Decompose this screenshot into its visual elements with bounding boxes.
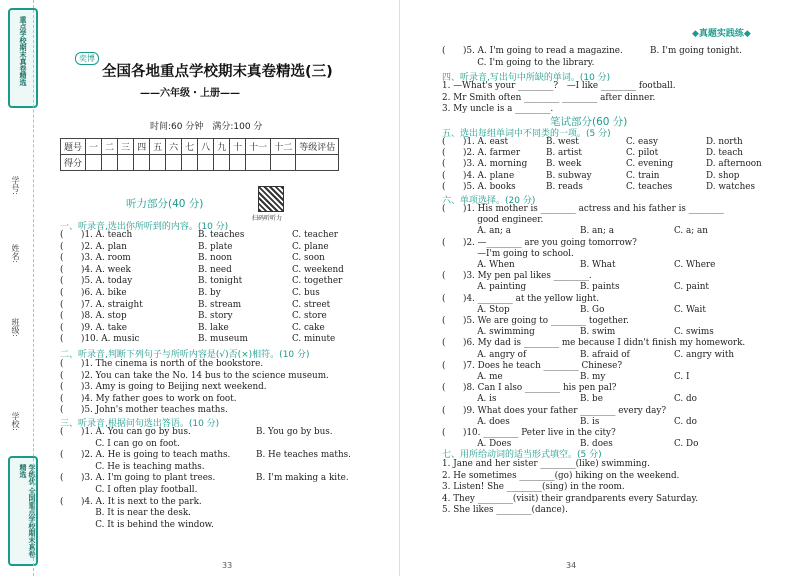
question-line: B. does — [580, 439, 613, 450]
question-line: D. afternoon — [706, 159, 762, 170]
section-5-title: 五、选出每组单词中不同类的一项。(5 分) — [442, 129, 611, 139]
question-line: C. pilot — [626, 148, 659, 159]
question-line: C. angry with — [674, 349, 735, 360]
binding-number: 学号: — [11, 176, 20, 195]
score-cell[interactable] — [246, 155, 271, 171]
section-6-title: 六、单项选择。(20 分) — [442, 196, 536, 206]
question-line: C. Where — [674, 260, 716, 270]
question-line: C. I'm going to the library. — [442, 57, 595, 68]
question-line: ( )5. A. I'm going to read a magazine. — [442, 46, 623, 56]
score-table — [60, 138, 339, 171]
question-line: B. story — [198, 311, 233, 322]
question-line: C. teaches — [626, 181, 673, 192]
question-line: B. teaches — [198, 230, 245, 240]
question-line: ( )3. Amy is going to Beijing next weekend. — [60, 382, 267, 393]
question-line: 1. Jane and her sister ________(like) swimming. — [442, 459, 650, 469]
question-line: C. a; an — [674, 226, 708, 237]
question-line: B. be — [580, 394, 603, 405]
question-line: ( )5. We are going to ________ together. — [442, 316, 629, 326]
question-line: B. subway — [546, 170, 592, 181]
question-line: B. You go by bus. — [256, 427, 333, 437]
score-row-label: 得分 — [61, 155, 86, 171]
page-number-left: 33 — [222, 561, 233, 570]
question-line: ( )5. John's mother teaches maths. — [60, 405, 228, 416]
score-head-cell: 六 — [166, 139, 182, 155]
binding-school: 学校: — [11, 412, 20, 431]
question-line: B. by — [198, 288, 221, 298]
writing-part-title: 笔试部分(60 分) — [550, 116, 628, 128]
question-line: B. noon — [198, 253, 232, 264]
question-line: ( )2. —________ are you going tomorrow? — [442, 237, 637, 248]
right-page — [400, 0, 800, 576]
header-badge: 奕博 — [75, 52, 99, 65]
question-line: B. I'm going tonight. — [650, 46, 742, 56]
score-cell[interactable] — [230, 155, 246, 171]
binding-class: 班级: — [11, 318, 20, 337]
question-line: ( )10. A. music — [60, 334, 140, 345]
qr-code[interactable] — [258, 186, 284, 212]
question-line: B. swim — [580, 327, 616, 338]
score-cell[interactable] — [134, 155, 150, 171]
question-line: C. do — [674, 394, 697, 405]
question-line: B. What — [580, 260, 616, 270]
question-line: ( )1. A. You can go by bus. — [60, 427, 191, 437]
question-line: D. teach — [706, 148, 743, 159]
page-title: 全国各地重点学校期末真卷精选(三) — [102, 64, 333, 80]
question-line: B. is — [580, 416, 600, 427]
question-line: B. plate — [198, 241, 233, 252]
page-subtitle: ——六年级・上册—— — [140, 88, 240, 99]
question-line: good engineer. — [442, 215, 544, 226]
sidebar — [8, 8, 40, 568]
time-info: 时间:60 分钟 满分:100 分 — [150, 122, 263, 132]
question-line: A. swimming — [442, 327, 535, 338]
score-head-cell: 八 — [198, 139, 214, 155]
score-head-cell: 十一 — [246, 139, 271, 155]
question-line: ( )8. Can I also ________ his pen pal? — [442, 383, 617, 394]
score-cell[interactable] — [271, 155, 296, 171]
question-line: —I'm going to school. — [442, 248, 574, 259]
question-line: D. shop — [706, 170, 740, 181]
score-head-cell: 三 — [118, 139, 134, 155]
score-cell[interactable] — [86, 155, 102, 171]
score-head-cell: 二 — [102, 139, 118, 155]
question-line: ( )1. A. teach — [60, 230, 133, 240]
listening-part-title: 听力部分(40 分) — [126, 198, 204, 210]
question-line: C. swims — [674, 327, 714, 338]
score-head-cell: 十 — [230, 139, 246, 155]
question-line: 3. Listen! She ________(sing) in the room. — [442, 482, 625, 493]
question-line: B. lake — [198, 322, 229, 333]
question-line: C. evening — [626, 159, 674, 170]
score-head-cell: 一 — [86, 139, 102, 155]
score-cell[interactable] — [214, 155, 230, 171]
question-line: B. tonight — [198, 276, 243, 287]
question-line: C. store — [292, 311, 327, 322]
question-line: B. west — [546, 137, 579, 147]
score-cell[interactable] — [102, 155, 118, 171]
question-line: ( )4. A. week — [60, 264, 131, 275]
score-head-cell: 等级评估 — [296, 139, 339, 155]
question-line: B. museum — [198, 334, 248, 345]
question-line: C. plane — [292, 241, 329, 252]
question-line: ( )3. A. morning — [442, 159, 528, 170]
question-line: C. weekend — [292, 264, 344, 275]
question-line: ( )4. My father goes to work on foot. — [60, 393, 237, 404]
question-line: ( )4. A. plane — [442, 170, 515, 181]
score-head-cell: 题号 — [61, 139, 86, 155]
score-input-row — [61, 155, 339, 171]
question-line: ( )6. A. bike — [60, 288, 127, 298]
binding-name: 姓名: — [11, 244, 20, 263]
question-line: C. Do — [674, 439, 699, 450]
score-cell[interactable] — [166, 155, 182, 171]
question-line: 1. —What's your ________? —I like ________ football. — [442, 81, 676, 91]
score-head-cell: 四 — [134, 139, 150, 155]
question-line: B. afraid of — [580, 349, 630, 360]
question-line: ( )5. A. books — [442, 181, 516, 192]
score-cell[interactable] — [198, 155, 214, 171]
question-line: A. painting — [442, 282, 527, 293]
question-line: A. does — [442, 416, 510, 427]
sidebar-bottom-text: 学练优 全国重点学校期末真卷精选 — [19, 464, 36, 558]
question-line: 4. They ________(visit) their grandparents every Saturday. — [442, 493, 699, 504]
question-line: A. When — [442, 260, 515, 270]
question-line: C. It is behind the window. — [60, 519, 214, 530]
question-line: ( )7. A. straight — [60, 299, 143, 310]
score-cell[interactable] — [296, 155, 339, 171]
question-line: C. soon — [292, 253, 325, 264]
question-line: ( )6. My dad is ________ me because I didn't finish my homework. — [442, 338, 746, 349]
question-line: 2. Mr Smith often ________ ________ after dinner. — [442, 92, 656, 103]
question-line: 3. My uncle is a ________. — [442, 104, 554, 115]
question-line: ( )3. A. room — [60, 253, 131, 264]
question-line: ( )2. A. farmer — [442, 148, 521, 159]
question-line: A. angry of — [442, 349, 527, 360]
question-line: C. train — [626, 170, 660, 181]
question-line: ( )2. You can take the No. 14 bus to the science museum. — [60, 370, 329, 381]
score-head-cell: 七 — [182, 139, 198, 155]
question-line: B. Go — [580, 304, 605, 315]
question-line: ( )7. Does he teach ________ Chinese? — [442, 360, 623, 371]
question-line: ( )1. The cinema is north of the bookstore. — [60, 359, 264, 369]
question-line: A. Does — [442, 439, 512, 450]
question-line: ( )2. A. plan — [60, 241, 127, 252]
question-line: ( )2. A. He is going to teach maths. — [60, 450, 231, 461]
question-line: C. I can go on foot. — [60, 438, 180, 449]
question-line: B. I'm making a kite. — [256, 473, 349, 484]
section-4-title: 四、听录音,写出句中所缺的单词。(10 分) — [442, 73, 611, 83]
page-number-right: 34 — [566, 561, 577, 570]
question-line: B. week — [546, 159, 582, 170]
section-2-title: 二、听录音,判断下列句子与所听内容是(√)否(×)相符。(10 分) — [60, 350, 310, 360]
qr-caption: 扫码听听力 — [252, 215, 283, 222]
question-line: C. I often play football. — [60, 485, 198, 495]
score-head-cell: 九 — [214, 139, 230, 155]
question-line: B. need — [198, 264, 232, 275]
score-header-row — [61, 139, 339, 155]
question-line: C. together — [292, 276, 343, 287]
question-line: A. an; a — [442, 226, 512, 237]
question-line: D. watches — [706, 181, 755, 192]
question-line: C. teacher — [292, 230, 338, 240]
question-line: ( )3. My pen pal likes ________. — [442, 271, 592, 282]
question-line: ( )10. ________ Peter live in the city? — [442, 428, 616, 438]
question-line: C. I — [674, 372, 690, 382]
question-line: B. artist — [546, 148, 582, 159]
score-cell[interactable] — [182, 155, 198, 171]
question-line: ( )4. ________ at the yellow light. — [442, 293, 600, 304]
question-line: C. minute — [292, 334, 336, 345]
question-line: 2. He sometimes ________(go) hiking on the weekend. — [442, 470, 680, 481]
question-line: ( )9. A. take — [60, 322, 127, 333]
question-line: B. stream — [198, 299, 242, 310]
question-line: B. reads — [546, 181, 583, 192]
section-3-title: 三、听录音,根据问句选出答语。(10 分) — [60, 419, 220, 429]
question-line: C. easy — [626, 137, 658, 147]
question-line: ( )9. What does your father ________ every day? — [442, 405, 667, 416]
section-1-title: 一、听录音,选出你所听到的内容。(10 分) — [60, 222, 229, 232]
question-line: ( )4. A. It is next to the park. — [60, 496, 202, 507]
question-line: B. my — [580, 372, 606, 382]
binding-dash-line — [33, 0, 34, 576]
question-line: ( )8. A. stop — [60, 311, 127, 322]
question-line: C. street — [292, 299, 331, 310]
question-line: C. He is teaching maths. — [60, 461, 205, 472]
question-line: ( )3. A. I'm going to plant trees. — [60, 473, 216, 484]
question-line: ( )1. A. east — [442, 137, 509, 147]
question-line: A. Stop — [442, 304, 510, 315]
score-cell[interactable] — [150, 155, 166, 171]
question-line: C. cake — [292, 322, 325, 333]
question-line: C. do — [674, 416, 697, 427]
question-line: C. paint — [674, 282, 709, 293]
question-line: B. It is near the desk. — [60, 508, 191, 519]
question-line: D. north — [706, 137, 743, 147]
question-line: B. He teaches maths. — [256, 450, 351, 461]
question-line: A. is — [442, 394, 497, 405]
practice-tag: ◆真题实践练◆ — [692, 29, 751, 39]
question-line: B. an; a — [580, 226, 614, 237]
score-head-cell: 五 — [150, 139, 166, 155]
question-line: ( )1. His mother is ________ actress and his father is ________ — [442, 204, 724, 214]
question-line: A. me — [442, 372, 503, 382]
sidebar-top-text: 重点学校期末真卷精选 — [19, 16, 27, 86]
question-line: C. bus — [292, 288, 320, 298]
question-line: 5. She likes ________(dance). — [442, 505, 568, 516]
question-line: ( )5. A. today — [60, 276, 133, 287]
question-line: B. paints — [580, 282, 620, 293]
question-line: C. Wait — [674, 304, 706, 315]
score-cell[interactable] — [118, 155, 134, 171]
section-7-title: 七、用所给动词的适当形式填空。(5 分) — [442, 450, 602, 460]
score-head-cell: 十二 — [271, 139, 296, 155]
